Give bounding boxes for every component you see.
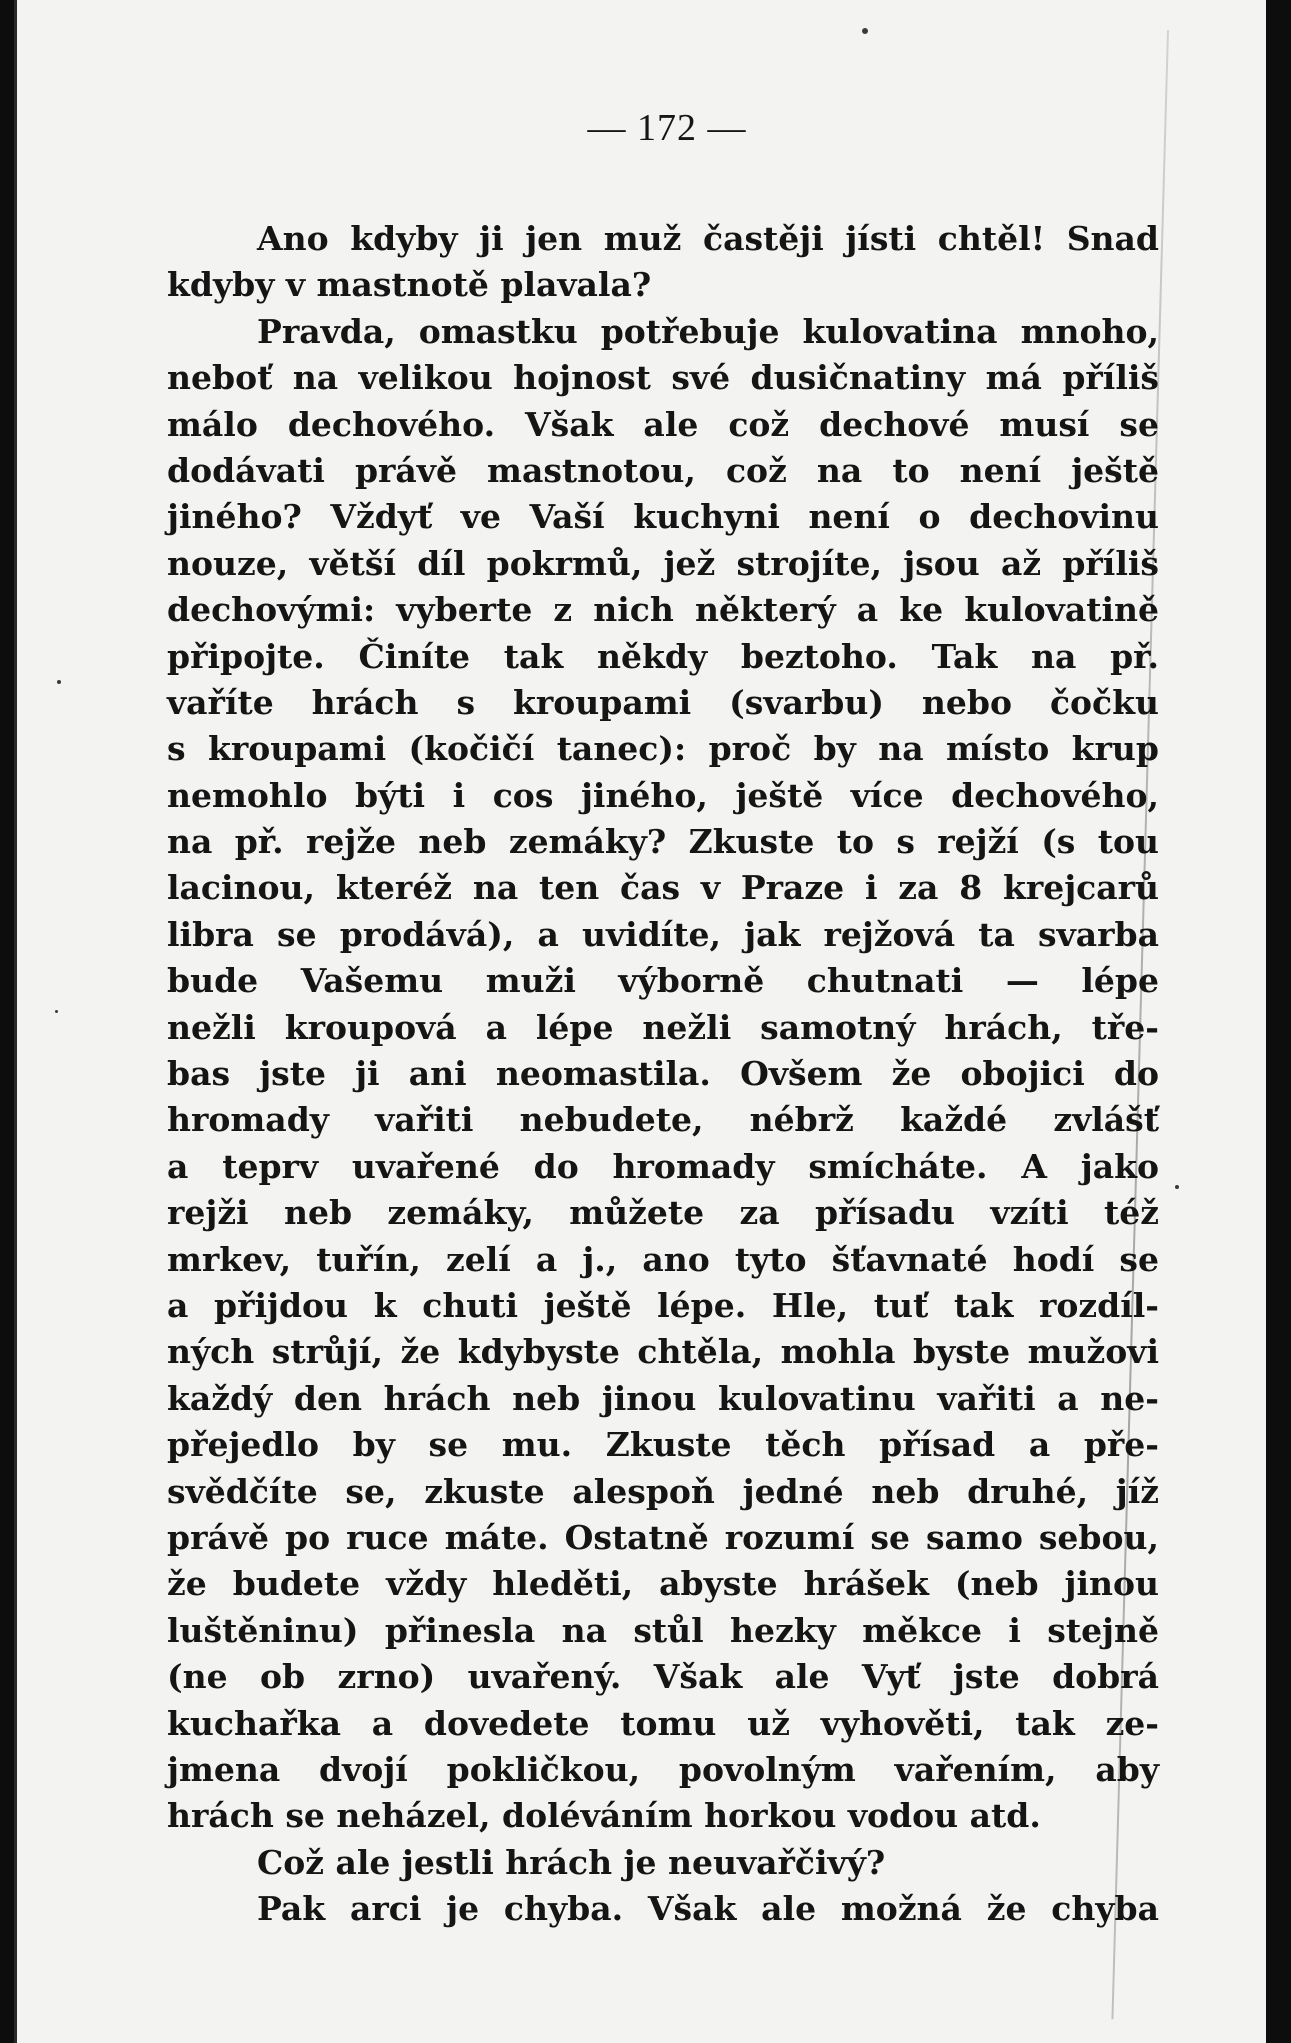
text-line: málo dechového. Však ale což dechové musí se	[167, 404, 1159, 444]
text-line: libra se prodává), a uvidíte, jak rejžová ta svarba	[167, 914, 1159, 954]
text-line: luštěninu) přinesla na stůl hezky měkce i stejně	[167, 1610, 1159, 1650]
text-line: bas jste ji ani neomastila. Ovšem že obojici do	[167, 1054, 1159, 1094]
text-line: dechovými: vyberte z nich některý a ke kulovatině	[167, 590, 1159, 630]
paper-speck	[1175, 1185, 1179, 1189]
paper-speck	[57, 680, 61, 684]
text-line: připojte. Činíte tak někdy beztoho. Tak na př.	[167, 636, 1159, 676]
text-line: kdyby v mastnotě plavala?	[167, 265, 652, 305]
text-line: (ne ob zrno) uvařený. Však ale Vyť jste dobrá	[167, 1657, 1159, 1697]
text-line: Pravda, omastku potřebuje kulovatina mnoho,	[257, 311, 1159, 351]
text-line: ných strůjí, že kdybyste chtěla, mohla byste mužovi	[167, 1332, 1159, 1372]
text-line: jmena dvojí pokličkou, povolným vařením, aby	[167, 1749, 1159, 1789]
page-number: — 172 —	[587, 107, 747, 149]
text-line: právě po ruce máte. Ostatně rozumí se samo sebou,	[167, 1517, 1159, 1557]
text-line: kuchařka a dovedete tomu už vyhověti, tak ze-	[167, 1703, 1159, 1743]
text-line: jiného? Vždyť ve Vaší kuchyni není o dechovinu	[167, 497, 1159, 537]
text-line: a přijdou k chuti ještě lépe. Hle, tuť tak rozdíl-	[167, 1285, 1159, 1325]
text-line: hrách se neházel, doléváním horkou vodou atd.	[167, 1796, 1041, 1836]
text-line: že budete vždy hleděti, abyste hrášek (neb jinou	[167, 1564, 1159, 1604]
text-line: hromady vařiti nebudete, nébrž každé zvlášť	[167, 1100, 1159, 1140]
paper-speck	[55, 1010, 58, 1013]
text-line: nouze, větší díl pokrmů, jež strojíte, jsou až příliš	[167, 543, 1159, 583]
text-line: svědčíte se, zkuste alespoň jedné neb druhé, jíž	[167, 1471, 1159, 1511]
text-line: mrkev, tuřín, zelí a j., ano tyto šťavnaté hodí se	[167, 1239, 1159, 1279]
text-line: každý den hrách neb jinou kulovatinu vařiti a ne-	[167, 1378, 1159, 1418]
text-line: Pak arci je chyba. Však ale možná že chyba	[257, 1889, 1159, 1929]
text-line: bude Vašemu muži výborně chutnati — lépe	[167, 961, 1159, 1001]
text-line: rejži neb zemáky, můžete za přísadu vzíti též	[167, 1193, 1159, 1233]
text-line: Ano kdyby ji jen muž častěji jísti chtěl! Snad	[257, 219, 1159, 258]
text-line: přejedlo by se mu. Zkuste těch přísad a pře-	[167, 1425, 1159, 1465]
text-line: s kroupami (kočičí tanec): proč by na místo krup	[167, 729, 1159, 769]
text-line: dodávati právě mastnotou, což na to není ještě	[167, 450, 1159, 490]
text-line: nemohlo býti i cos jiného, ještě více dechového,	[167, 775, 1159, 815]
text-line: nežli kroupová a lépe nežli samotný hrách, tře-	[167, 1007, 1159, 1047]
body-text	[167, 216, 1159, 1932]
text-line: vaříte hrách s kroupami (svarbu) nebo čočku	[167, 682, 1159, 722]
text-line: na př. rejže neb zemáky? Zkuste to s rejží (s tou	[167, 822, 1159, 862]
paper-speck	[862, 28, 868, 34]
text-line: Což ale jestli hrách je neuvařčivý?	[257, 1842, 886, 1882]
text-line: lacinou, kteréž na ten čas v Praze i za 8 krejcarů	[167, 868, 1159, 908]
text-line: neboť na velikou hojnost své dusičnatiny má příliš	[167, 358, 1159, 398]
text-line: a teprv uvařené do hromady smícháte. A jako	[167, 1146, 1159, 1186]
book-page	[14, 0, 1266, 2043]
